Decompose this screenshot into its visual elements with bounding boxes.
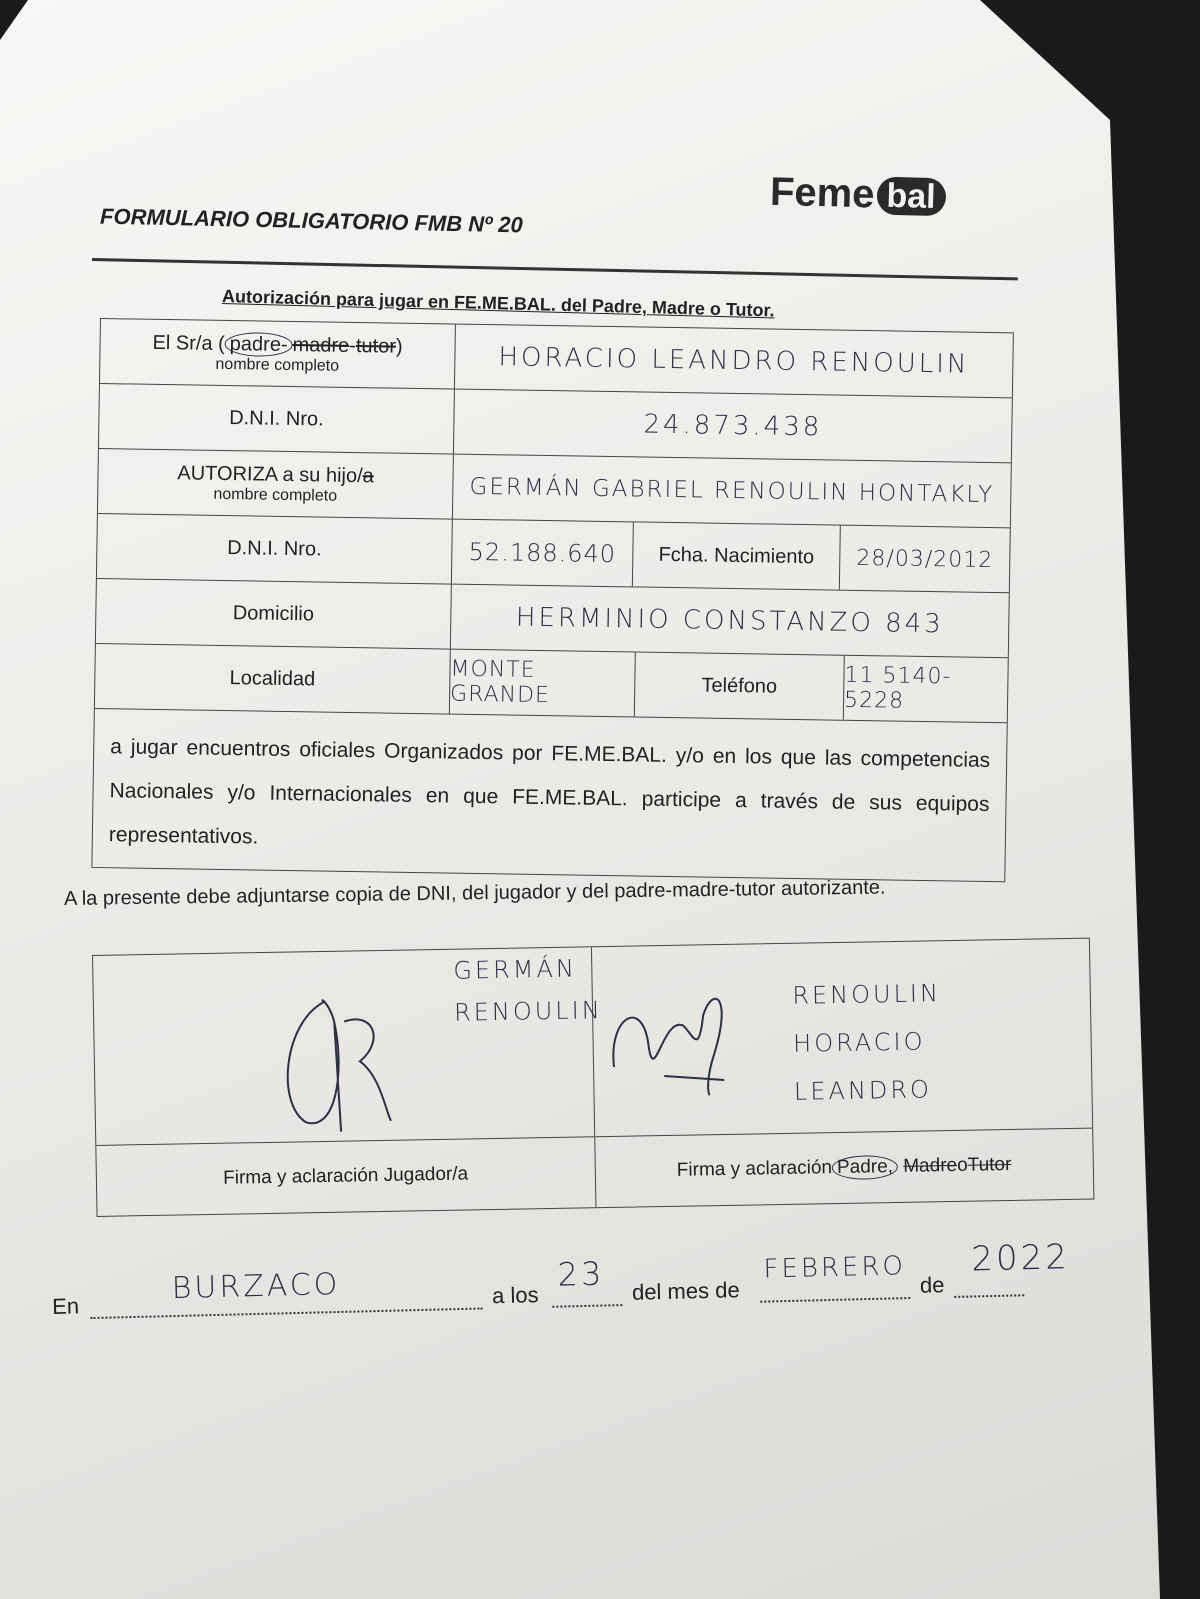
city-value: MONTE GRANDE xyxy=(449,656,551,709)
city-label: Localidad xyxy=(229,666,316,690)
femebal-logo xyxy=(769,170,946,220)
phone-cell xyxy=(844,656,1008,723)
parent-name-cell xyxy=(455,325,1013,398)
address-label-cell xyxy=(96,579,452,649)
en-label: En xyxy=(51,1293,80,1319)
parent-sig-label-prefix: Firma y aclaración xyxy=(676,1157,833,1181)
month-dots xyxy=(760,1297,910,1303)
child-label-a: a xyxy=(362,464,374,487)
parent-signature-scribble xyxy=(602,974,764,1117)
mes-label: del mes de xyxy=(631,1277,740,1305)
parent-label-suffix: ) xyxy=(395,335,403,358)
phone-value: 11 5140-5228 xyxy=(843,662,952,714)
a-los-label: a los xyxy=(491,1282,539,1309)
attachment-note: A la presente debe adjuntarse copia de DNI, del jugador y del padre-madre-tutor autorizante. xyxy=(63,876,886,910)
logo-pill: bal xyxy=(876,176,946,216)
child-dni-value: 52.188.640 xyxy=(468,537,617,569)
authorization-table xyxy=(91,318,1014,882)
birth-label: Fcha. Nacimiento xyxy=(658,543,815,568)
phone-label: Teléfono xyxy=(701,673,778,698)
parent-label-cell xyxy=(100,319,456,389)
birth-label-cell xyxy=(633,522,841,589)
player-name-line2: RENOULIN xyxy=(453,996,603,1027)
child-sublabel: nombre completo xyxy=(213,485,338,505)
parent-name-line1: RENOULIN xyxy=(792,979,942,1010)
parent-label-dash: - xyxy=(349,334,357,357)
parent-sig-label-tutor: Tutor xyxy=(967,1153,1012,1176)
child-dni-label-cell xyxy=(97,514,453,584)
parent-signature-cell xyxy=(591,939,1093,1208)
year-value: 2022 xyxy=(970,1237,1071,1280)
parent-dni-label-cell xyxy=(99,384,455,454)
address-label: Domicilio xyxy=(232,601,315,625)
parent-label-tutor: tutor xyxy=(355,334,397,358)
parent-label xyxy=(152,331,402,358)
parent-name-value: HORACIO LEANDRO RENOULIN xyxy=(498,342,970,380)
city-label-cell xyxy=(95,644,451,714)
child-name-cell xyxy=(453,455,1011,528)
city-cell xyxy=(450,650,636,717)
parent-dni-value: 24.873.438 xyxy=(643,409,823,443)
player-signature-cell xyxy=(93,947,603,1216)
player-signature-scribble xyxy=(264,980,467,1143)
parent-sig-label-madre: Madre xyxy=(903,1154,958,1177)
parent-sig-label-o: o xyxy=(956,1154,968,1176)
parent-name-line3: LEANDRO xyxy=(793,1075,933,1106)
de-label: de xyxy=(919,1272,945,1298)
authorization-paragraph: a jugar encuentros oficiales Organizados por FE.ME.BAL. y/o en los que las competencias Nacionales y/o Internacionales en que FE.ME.BAL. participe a través de sus equipos representativos. xyxy=(108,735,991,849)
child-dni-label: D.N.I. Nro. xyxy=(227,536,322,561)
child-dni-cell xyxy=(452,520,634,587)
parent-name-line2: HORACIO xyxy=(792,1027,926,1058)
child-label-cell xyxy=(98,449,454,519)
address-cell xyxy=(451,585,1009,658)
player-name-line1: GERMÁN xyxy=(453,954,578,985)
parent-label-madre: madre xyxy=(292,333,350,357)
signature-table xyxy=(92,938,1094,1217)
day-dots xyxy=(552,1304,622,1308)
year-dots xyxy=(954,1294,1024,1298)
parent-name-handwritten xyxy=(792,969,943,1116)
month-value: FEBRERO xyxy=(763,1251,907,1285)
address-value: HERMINIO CONSTANZO 843 xyxy=(515,602,944,640)
parent-signature-label xyxy=(595,1128,1094,1208)
child-name-value: GERMÁN GABRIEL RENOULIN HONTAKLY xyxy=(469,473,995,509)
player-signature-label: Firma y aclaración Jugador/a xyxy=(96,1136,595,1216)
logo-text: Feme xyxy=(769,169,876,217)
parent-sig-label-padre: Padre, xyxy=(832,1155,898,1180)
child-label xyxy=(177,462,374,488)
parent-label-prefix: El Sr/a ( xyxy=(152,331,225,355)
form-subtitle: Autorización para jugar en FE.ME.BAL. del Padre, Madre o Tutor. xyxy=(221,286,775,321)
player-name-handwritten xyxy=(453,947,603,1034)
parent-dni-cell xyxy=(454,390,1012,463)
form-title: FORMULARIO OBLIGATORIO FMB Nº 20 xyxy=(99,203,524,238)
day-value: 23 xyxy=(557,1254,605,1294)
birth-date-cell xyxy=(840,526,1010,593)
birth-date-value: 28/03/2012 xyxy=(856,545,994,573)
city-dots xyxy=(90,1307,482,1319)
parent-sublabel: nombre completo xyxy=(215,355,340,375)
parent-dni-label: D.N.I. Nro. xyxy=(229,406,324,431)
place-city-value: BURZACO xyxy=(171,1266,341,1307)
phone-label-cell xyxy=(635,652,845,719)
parent-label-padre: padre- xyxy=(225,331,293,356)
child-label-main: AUTORIZA a su hijo/ xyxy=(177,461,363,487)
